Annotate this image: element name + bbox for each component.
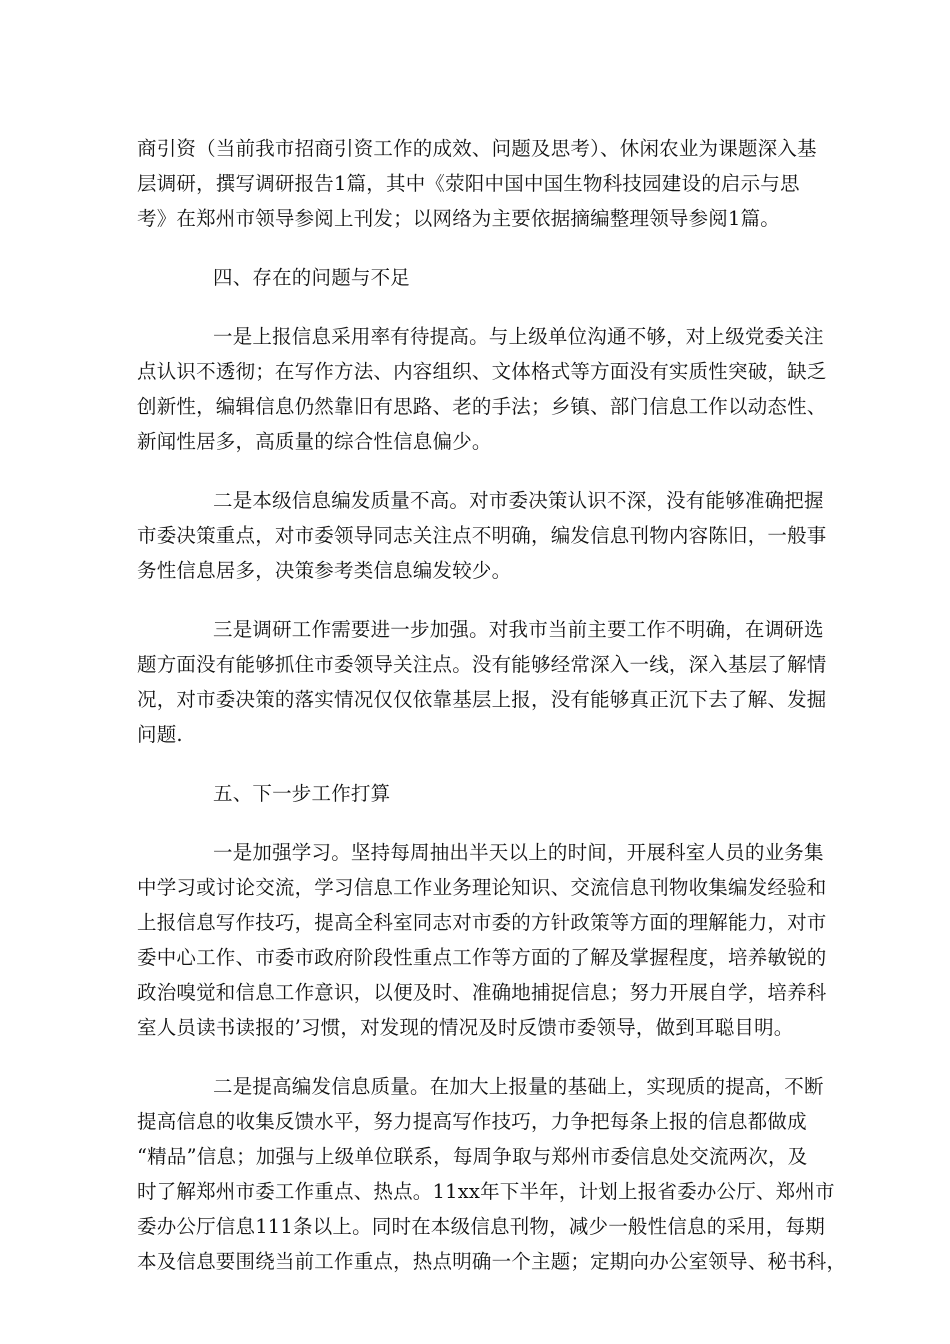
section-heading-next-steps <box>137 776 823 811</box>
paragraph-problem-one <box>137 319 827 459</box>
text-line: 一是上报信息采用率有待提高。与上级单位沟通不够，对上级党委关注 <box>213 325 824 348</box>
text-line: 室人员读书读报的’习惯，对发现的情况及时反馈市委领导，做到耳聪目明。 <box>137 1016 794 1039</box>
text-line: 考》在郑州市领导参阅上刊发；以网络为主要依据摘编整理领导参阅1篇。 <box>137 207 781 230</box>
paragraph-research-continued <box>137 131 823 236</box>
heading-text: 四、存在的问题与不足 <box>213 266 411 289</box>
text-line: 政治嗅觉和信息工作意识，以便及时、准确地捕捉信息；努力开展自学，培养科 <box>137 981 827 1004</box>
text-line: 况，对市委决策的落实情况仅仅依靠基层上报，没有能够真正沉下去了解、发掘 <box>137 688 827 711</box>
heading-text: 五、下一步工作打算 <box>213 782 391 805</box>
paragraph-plan-two <box>137 1069 847 1279</box>
text-line: 创新性，编辑信息仍然靠旧有思路、老的手法；乡镇、部门信息工作以动态性、 <box>137 395 827 418</box>
document-body <box>137 131 847 1279</box>
text-line: 市委决策重点，对市委领导同志关注点不明确，编发信息刊物内容陈旧，一般事 <box>137 524 827 547</box>
text-line: 问题. <box>137 723 183 746</box>
text-line: 新闻性居多，高质量的综合性信息偏少。 <box>137 430 492 453</box>
paragraph-problem-three <box>137 612 827 752</box>
text-line: 时了解郑州市委工作重点、热点。11xx年下半年，计划上报省委办公厅、郑州市 <box>137 1180 835 1203</box>
paragraph-problem-two <box>137 483 827 588</box>
text-line: 点认识不透彻；在写作方法、内容组织、文体格式等方面没有实质性突破，缺乏 <box>137 360 827 383</box>
text-line: 一是加强学习。坚持每周抽出半天以上的时间，开展科室人员的业务集 <box>213 841 824 864</box>
text-line: “精品”信息；加强与上级单位联系，每周争取与郑州市委信息处交流两次，及 <box>137 1145 808 1168</box>
text-line: 本及信息要围绕当前工作重点，热点明确一个主题；定期向办公室领导、秘书科， <box>137 1250 847 1273</box>
text-line: 上报信息写作技巧，提高全科室同志对市委的方针政策等方面的理解能力，对市 <box>137 911 827 934</box>
section-heading-problems <box>137 260 823 295</box>
text-line: 委中心工作、市委市政府阶段性重点工作等方面的了解及掌握程度，培养敏锐的 <box>137 946 827 969</box>
text-line: 二是提高编发信息质量。在加大上报量的基础上，实现质的提高，不断 <box>213 1075 824 1098</box>
text-line: 商引资（当前我市招商引资工作的成效、问题及思考）、休闲农业为课题深入基 <box>137 137 817 160</box>
text-line: 层调研，撰写调研报告1篇，其中《荥阳中国中国生物科技园建设的启示与思 <box>137 172 800 195</box>
text-line: 委办公厅信息111条以上。同时在本级信息刊物，减少一般性信息的采用，每期 <box>137 1215 825 1238</box>
text-line: 中学习或讨论交流，学习信息工作业务理论知识、交流信息刊物收集编发经验和 <box>137 876 827 899</box>
text-line: 二是本级信息编发质量不高。对市委决策认识不深，没有能够准确把握 <box>213 489 824 512</box>
text-line: 务性信息居多，决策参考类信息编发较少。 <box>137 559 512 582</box>
text-line: 提高信息的收集反馈水平，努力提高写作技巧，力争把每条上报的信息都做成 <box>137 1110 807 1133</box>
text-line: 三是调研工作需要进一步加强。对我市当前主要工作不明确，在调研选 <box>213 618 824 641</box>
text-line: 题方面没有能够抓住市委领导关注点。没有能够经常深入一线，深入基层了解情 <box>137 653 827 676</box>
paragraph-plan-one <box>137 835 827 1045</box>
